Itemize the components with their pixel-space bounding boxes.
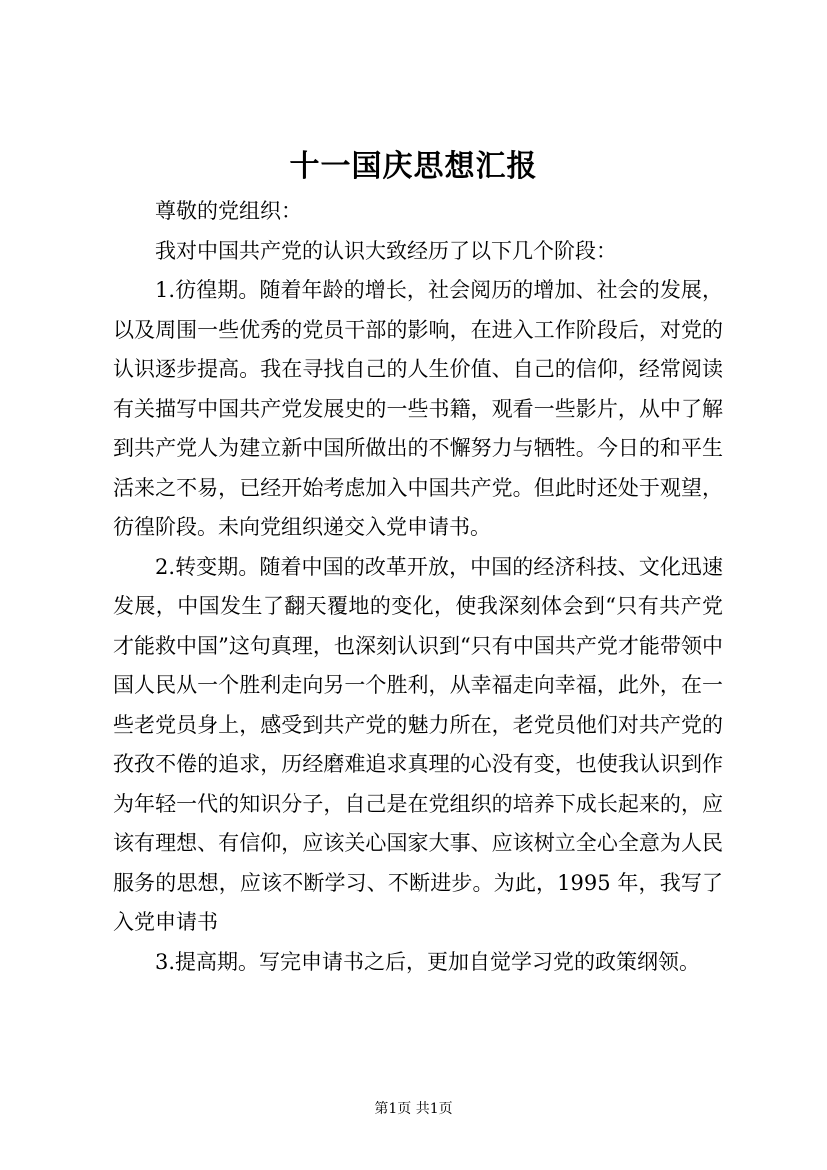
document-body (113, 192, 723, 982)
stage-1-paragraph: 1.彷徨期。随着年龄的增长，社会阅历的增加、社会的发展，以及周围一些优秀的党员干部的影响，在进入工作阶段后，对党的认识逐步提高。我在寻找自己的人生价值、自己的信仰，经常阅读有关描写中国共产党发展史的一些书籍，观看一些影片，从中了解到共产党人为建立新中国所做出的不懈努力与牺牲。今日的和平生活来之不易，已经开始考虑加入中国共产党。但此时还处于观望，彷徨阶段。未向党组织递交入党申请书。 (113, 278, 723, 539)
stage-3-paragraph: 3.提高期。写完申请书之后，更加自觉学习党的政策纲领。 (155, 949, 701, 974)
document-title: 十一国庆思想汇报 (289, 149, 538, 184)
page-number-footer: 第1页 共1页 (374, 1101, 453, 1117)
salutation-paragraph: 尊敬的党组织： (155, 199, 302, 223)
intro-paragraph: 我对中国共产党的认识大致经历了以下几个阶段： (155, 238, 617, 263)
stage-2-paragraph: 2.转变期。随着中国的改革开放，中国的经济科技、文化迅速发展，中国发生了翻天覆地的变化，使我深刻体会到“只有共产党才能救中国”这句真理，也深刻认识到“只有中国共产党才能带领中国人民从一个胜利走向另一个胜利，从幸福走向幸福，此外，在一些老党员身上，感受到共产党的魅力所在，老党员他们对共产党的孜孜不倦的追求，历经磨难追求真理的心没有变，也使我认识到作为年轻一代的知识分子，自己是在党组织的培养下成长起来的，应该有理想、有信仰，应该关心国家大事、应该树立全心全意为人民服务的思想，应该不断学习、不断进步。为此，1995 年，我写了入党申请书 (113, 554, 723, 934)
